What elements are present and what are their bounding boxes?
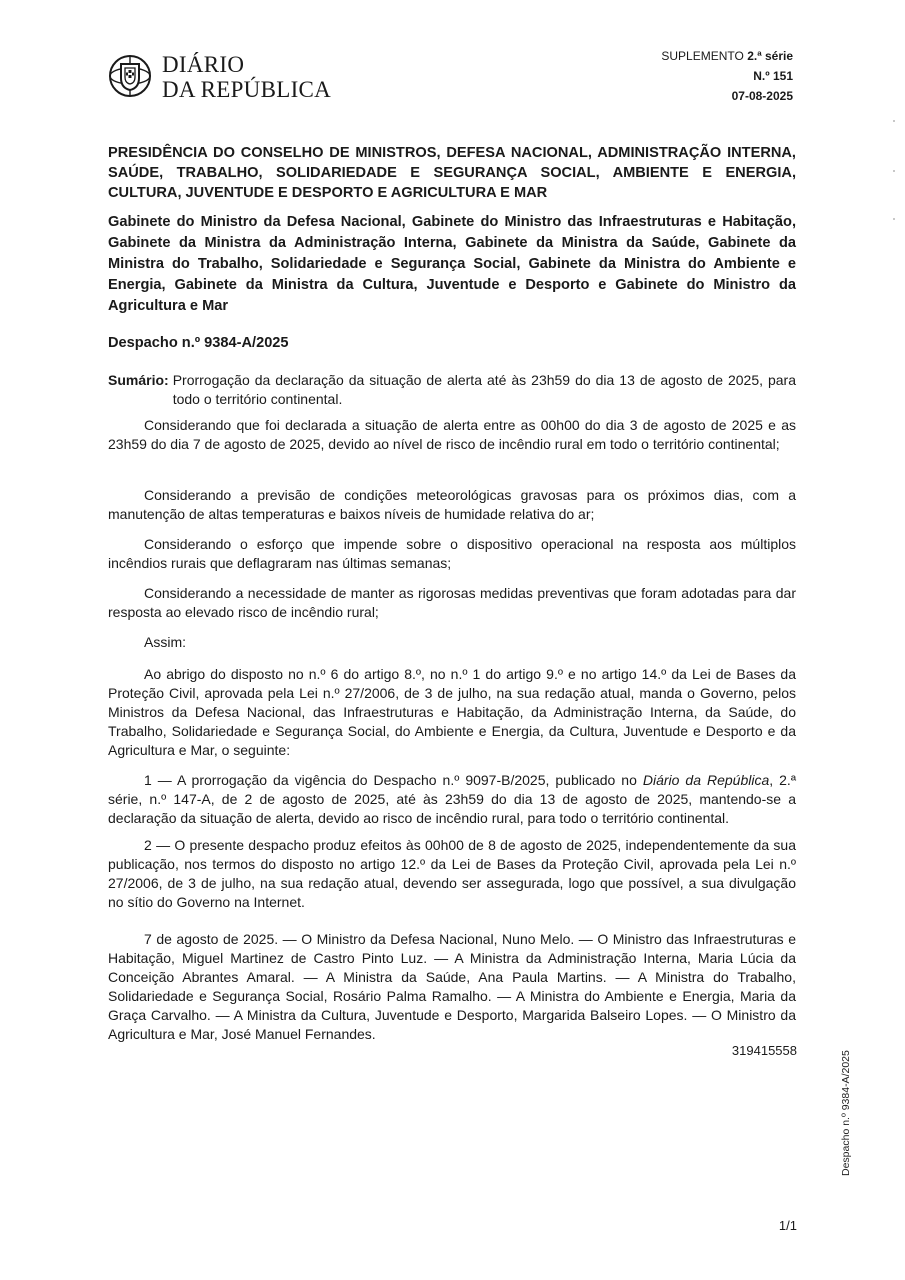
- coat-of-arms-icon: [106, 50, 154, 102]
- item-1-text-b: , 2.ª série, n.º 147-A, de 2 de agosto de 2025, até às 23h59 do dia 13 de agosto de 2025, mantendo-se a declaração da situação de alerta, devido ao risco de incêndio rural, para todo o território continental.: [108, 772, 797, 826]
- page-number: 1/1: [778, 1218, 797, 1233]
- signatures-paragraph: 7 de agosto de 2025. — O Ministro da Defesa Nacional, Nuno Melo. — O Ministro das Infraestruturas e Habitação, Miguel Martinez de Castro Pinto Luz. — A Ministra da Administração Interna, Maria Lúcia da Conceição Abrantes Amaral. — A Ministra da Saúde, Ana Paula Martins. — A Ministra do Trabalho, Solidariedade e Segurança Social, Rosário Palma Ramalho. — A Ministra do Ambiente e Energia, Maria da Graça Carvalho. — A Ministra da Cultura, Juventude e Desporto, Margarida Balseiro Lopes. — O Ministro da Agricultura e Mar, José Manuel Fernandes.: [108, 931, 796, 1042]
- document-id: 319415558: [731, 1043, 797, 1058]
- despacho-title: Despacho n.º 9384-A/2025: [108, 335, 289, 351]
- summary-label: Sumário:: [108, 372, 169, 388]
- cabinets-heading: Gabinete do Ministro da Defesa Nacional, Gabinete do Ministro das Infraestruturas e Habitação, Gabinete da Ministra da Administração Interna, Gabinete da Ministra da Saúde, Gabinete da Ministra do Trabalho, Solidariedade e Segurança Social, Gabinete da Ministra do Ambiente e Energia, Gabinete da Ministra da Cultura, Juventude e Desporto e Gabinete do Ministro da Agricultura e Mar: [108, 214, 796, 314]
- series-label: 2.ª série: [747, 49, 793, 63]
- paragraph-1: Considerando que foi declarada a situação de alerta entre as 00h00 do dia 3 de agosto de 2025 e as 23h59 do dia 7 de agosto de 2025, devido ao nível de risco de incêndio rural em todo o território continental;: [108, 417, 796, 452]
- paragraph-assim: Assim:: [144, 634, 186, 650]
- item-1-publication-name: Diário da República: [642, 772, 770, 788]
- paragraph-4: Considerando a necessidade de manter as rigorosas medidas preventivas que foram adotadas para dar resposta ao elevado risco de incêndio rural;: [108, 585, 796, 620]
- supplement-label: SUPLEMENTO: [661, 49, 744, 63]
- brand-line-2: DA REPÚBLICA: [162, 77, 332, 102]
- item-1-text-a: 1 — A prorrogação da vigência do Despacho n.º 9097-B/2025, publicado no: [144, 772, 643, 788]
- brand-line-1: DIÁRIO: [162, 52, 245, 77]
- paragraph-item-2: 2 — O presente despacho produz efeitos às 00h00 de 8 de agosto de 2025, independentemente da sua publicação, nos termos do disposto no artigo 12.º da Lei de Bases da Proteção Civil, aprovada pela Lei n.º 27/2006, de 3 de julho, na sua redação atual, devendo ser assegurada, logo que possível, a sua divulgação no sítio do Governo na Internet.: [108, 837, 796, 910]
- side-despacho-label: Despacho n.º 9384-A/2025: [840, 1050, 852, 1176]
- publication-brand: [162, 52, 331, 102]
- organization-heading: PRESIDÊNCIA DO CONSELHO DE MINISTROS, DEFESA NACIONAL, ADMINISTRAÇÃO INTERNA, SAÚDE, TRABALHO, SOLIDARIEDADE E SEGURANÇA SOCIAL, AMBIENTE E ENERGIA, CULTURA, JUVENTUDE E DESPORTO E AGRICULTURA E MAR: [108, 145, 796, 201]
- paragraph-legal-basis: Ao abrigo do disposto no n.º 6 do artigo 8.º, no n.º 1 do artigo 9.º e no artigo 14.º da Lei de Bases da Proteção Civil, aprovada pela Lei n.º 27/2006, de 3 de julho, na sua redação atual, manda o Governo, pelos Ministros da Defesa Nacional, das Infraestruturas e Habitação, da Administração Interna, da Saúde, do Trabalho, Solidariedade e Segurança Social, do Ambiente e Energia, da Cultura, Juventude e Desporto e da Agricultura e Mar, o seguinte:: [108, 666, 796, 758]
- supplement-series: [661, 46, 793, 66]
- issue-metadata: [661, 46, 793, 106]
- scan-edge-mark: [893, 218, 895, 220]
- issue-date: 07-08-2025: [731, 89, 793, 103]
- paragraph-2: Considerando a previsão de condições meteorológicas gravosas para os próximos dias, com a manutenção de altas temperaturas e baixos níveis de humidade relativa do ar;: [108, 487, 796, 522]
- scan-edge-mark: [893, 170, 895, 172]
- summary-text: Prorrogação da declaração da situação de alerta até às 23h59 do dia 13 de agosto de 2025, para todo o território continental.: [172, 372, 796, 407]
- paragraph-3: Considerando o esforço que impende sobre o dispositivo operacional na resposta aos múltiplos incêndios rurais que deflagraram nas últimas semanas;: [108, 536, 796, 571]
- scan-edge-mark: [893, 120, 895, 122]
- summary: [108, 371, 796, 409]
- paragraph-item-1: [108, 771, 796, 828]
- issue-number: N.º 151: [753, 69, 793, 83]
